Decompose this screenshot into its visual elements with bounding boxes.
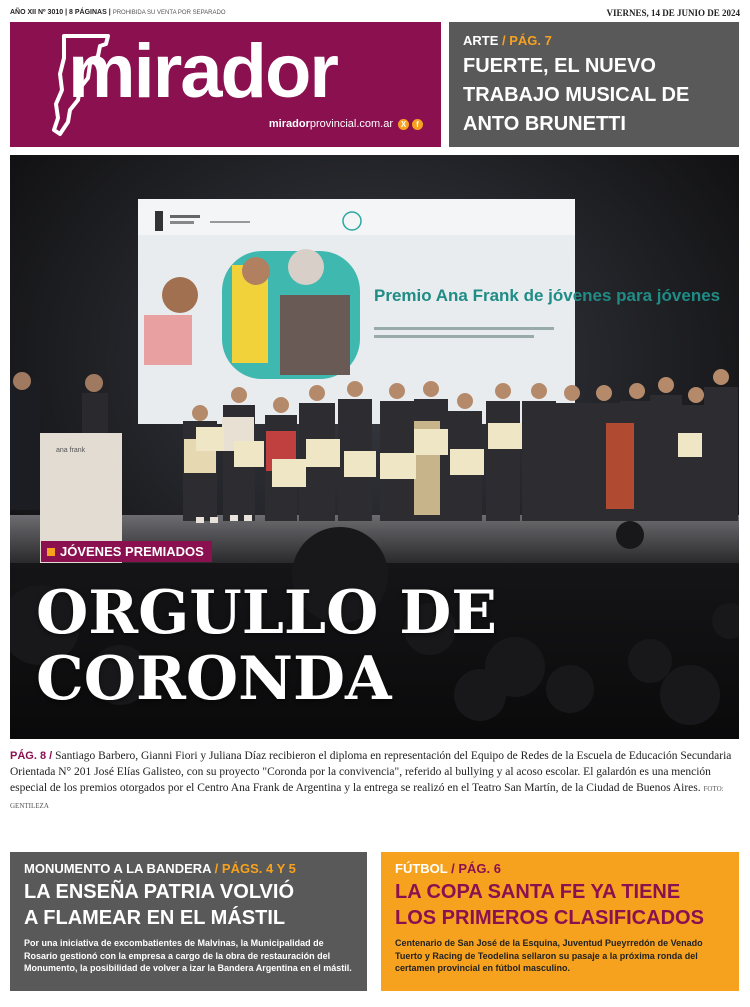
- masthead[interactable]: [10, 22, 441, 147]
- photo-caption: [10, 748, 740, 814]
- caption-text: Santiago Barbero, Gianni Fiori y Juliana Díaz recibieron el diploma en representación del Equipo de Redes de la Escuela de Educación Secundaria Orientada N° 201 José Elías Galisteo, con su proyecto "Coronda por la convivencia", referido al bullying y al acoso escolar. El galardón es una mención especial de los premios otorgados por el Centro Ana Frank de Argentina y la entrega se realizó en el Teatro San Martín, de la Ciudad de Buenos Aires.: [10, 750, 732, 794]
- photo-credit: FOTO: GENTILEZA: [10, 785, 724, 810]
- main-headline-line1: ORGULLO DE: [36, 578, 497, 648]
- football-teaser-section: FÚTBOL: [395, 861, 448, 876]
- caption-page-ref: PÁG. 8 /: [10, 750, 53, 762]
- facebook-icon[interactable]: f: [412, 119, 423, 130]
- screen-title-text: Premio Ana Frank de jóvenes para jóvenes: [374, 286, 721, 305]
- football-teaser-kicker: [395, 861, 725, 876]
- website-link-bold: mirador: [268, 118, 310, 130]
- main-headline-line2: CORONDA: [36, 644, 392, 714]
- website-link[interactable]: [269, 118, 393, 130]
- issue-number: AÑO XII Nº 3010: [10, 9, 64, 16]
- art-teaser-page: / PÁG. 7: [502, 33, 552, 48]
- art-teaser-kicker: [463, 33, 725, 48]
- sale-notice: PROHIBIDA SU VENTA POR SEPARADO: [112, 10, 226, 16]
- brand-logo: mirador: [68, 29, 337, 114]
- main-headline[interactable]: [36, 580, 497, 712]
- website-link-domain: provincial.com.ar: [309, 118, 393, 130]
- art-teaser[interactable]: [449, 22, 739, 147]
- art-teaser-section: ARTE: [463, 33, 499, 48]
- football-teaser-title-line1: LA COPA SANTA FE YA TIENE: [395, 881, 681, 903]
- flag-teaser-title: [24, 879, 353, 931]
- section-tag: [41, 541, 212, 562]
- football-teaser[interactable]: [381, 852, 739, 991]
- flag-teaser-kicker: [24, 861, 353, 876]
- flag-teaser-section: MONUMENTO A LA BANDERA: [24, 861, 212, 876]
- flag-monument-teaser[interactable]: [10, 852, 367, 991]
- x-icon[interactable]: X: [398, 119, 409, 130]
- social-links: [398, 119, 423, 130]
- page-count: 8 PÁGINAS: [69, 9, 107, 16]
- podium-label: ana frank: [56, 447, 86, 454]
- issue-info: AÑO XII Nº 3010 | 8 PÁGINAS | PROHIBIDA SU VENTA POR SEPARADO: [10, 9, 226, 16]
- football-teaser-page: / PÁG. 6: [451, 861, 501, 876]
- top-bar: [10, 8, 740, 20]
- edition-date: VIERNES, 14 DE JUNIO DE 2024: [606, 8, 740, 18]
- football-teaser-title-line2: LOS PRIMEROS CLASIFICADOS: [395, 907, 704, 929]
- flag-teaser-title-line2: A FLAMEAR EN EL MÁSTIL: [24, 907, 286, 929]
- flag-teaser-body: Por una iniciativa de excombatientes de Malvinas, la Municipalidad de Rosario gestionó con la empresa a cargo de la obra de restauración del Monumento, la posibilidad de volver a izar la Bandera Argentina en el mástil.: [24, 938, 352, 973]
- section-tag-label: JÓVENES PREMIADOS: [60, 544, 204, 559]
- main-photo[interactable]: [10, 155, 739, 739]
- flag-teaser-page: / PÁGS. 4 Y 5: [214, 861, 296, 876]
- art-teaser-title: FUERTE, EL NUEVO TRABAJO MUSICAL DE ANTO BRUNETTI: [463, 55, 690, 135]
- football-teaser-body: Centenario de San José de la Esquina, Juventud Pueyrredón de Venado Tuerto y Racing de Teodelina sellaron su pasaje a la próxima ronda del certamen provincial en fútbol masculino.: [395, 938, 703, 973]
- screen-title: [374, 286, 720, 305]
- football-teaser-title: [395, 879, 725, 931]
- flag-teaser-title-line1: LA ENSEÑA PATRIA VOLVIÓ: [24, 881, 295, 903]
- tag-square-icon: [47, 548, 55, 556]
